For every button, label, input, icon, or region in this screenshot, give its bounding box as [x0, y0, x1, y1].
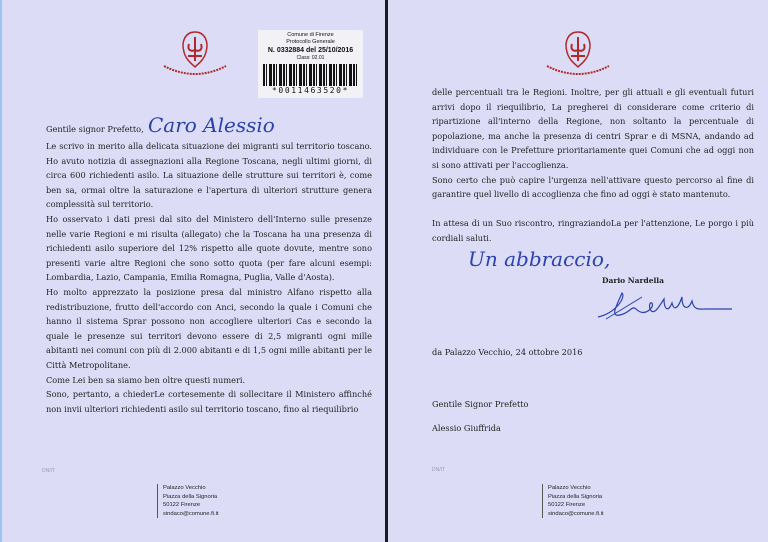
- paragraph: delle percentuali tra le Regioni. Inoltre, per gli attuali e gli eventuali futuri arrivi dopo il riequilibrio, La pregherei di considerare come criterio di ripartizione all'interno della Regione, non soltanto la percentuale di popolazione, ma anche la presenza di centri Sprar e di MSNA, andando ad individuare con le Prefetture prioritariamente quei Comuni che ad oggi non si sono attivati per l'accoglienza.: [432, 87, 754, 170]
- protocol-register: Protocollo Generale: [286, 39, 335, 45]
- florence-lily-emblem-icon: [543, 30, 613, 80]
- footer-line: Palazzo Vecchio: [548, 485, 591, 491]
- paragraph: Ho molto apprezzato la posizione presa dal ministro Alfano rispetto alla redistribuzione, frutto dell'accordo con Anci, secondo la quale i Comuni che hanno il sistema Sprar possono non accogliere ulteriori Cas e secondo la quale le presenze sui territori devono essere di 2,5 migranti ogni mille abitanti nei comuni con più di 2.000 abitanti e di 1,5 ogni mille abitanti per le Città Metropolitane.: [46, 286, 372, 370]
- protocol-stamp: [258, 30, 363, 98]
- letter-body: [432, 85, 754, 246]
- letter-body: [46, 139, 372, 416]
- signatory-name: Dario Nardella: [602, 276, 665, 285]
- footer-line: Piazza della Signoria: [163, 493, 218, 500]
- paragraph: Ho osservato i dati presi dal sito del Ministero dell'Interno sulle presenze nelle varie Regioni e mi risulta (allegato) che la Toscana ha una presenza di richiedenti asilo superiore del 12% rispetto alle quote dovute, mentre sono presenti varie altre Regioni che sono sotto quota (per fare alcuni esempi: Lombardia, Lazio, Campania, Emilia Romagna, Puglia, Valle d'Aosta).: [46, 213, 372, 283]
- footer-email: sindaco@comune.fi.it: [548, 510, 604, 517]
- initials: DN/IT: [432, 467, 446, 473]
- initials: DN/IT: [42, 468, 56, 474]
- handwritten-closing: Un abbraccio,: [468, 247, 611, 271]
- footer-line: 50122 Firenze: [548, 502, 586, 509]
- signature-icon: [596, 287, 736, 327]
- florence-lily-emblem-icon: [160, 30, 230, 80]
- barcode-icon: [263, 64, 359, 86]
- footer-email: sindaco@comune.fi.it: [163, 510, 219, 517]
- barcode-number: *0011463520*: [272, 86, 349, 95]
- recipient-title: Gentile Signor Prefetto: [432, 399, 529, 409]
- handwritten-greeting: Caro Alessio: [148, 113, 275, 137]
- paragraph: Le scrivo in merito alla delicata situazione dei migranti sul territorio toscano. Ho avuto notizia di assegnazioni alla Regione Toscana, negli ultimi giorni, di circa 600 richiedenti asilo. La situazione delle strutture sui territori è, come ben sa, ormai oltre la saturazione e l'apertura di ulteriori strutture genera complessità sul territorio.: [46, 141, 372, 210]
- protocol-office: Comune di Firenze: [287, 32, 334, 38]
- footer-line: Piazza della Signoria: [548, 493, 603, 500]
- letter-page-2: [388, 0, 768, 542]
- footer-line: 50122 Firenze: [163, 502, 201, 509]
- protocol-number: N. 0332884 del 25/10/2016: [267, 47, 354, 54]
- place-date: da Palazzo Vecchio, 24 ottobre 2016: [432, 347, 583, 357]
- salutation: Gentile signor Prefetto,: [46, 124, 144, 134]
- footer-line: Palazzo Vecchio: [163, 485, 206, 491]
- closing: In attesa di un Suo riscontro, ringraziandoLa per l'attenzione, Le porgo i più cordiali saluti.: [432, 218, 754, 243]
- protocol-class: Class: 02.01: [296, 55, 325, 61]
- recipient-name: Alessio Giuffrida: [432, 423, 501, 433]
- paragraph: Sono, pertanto, a chiederLe cortesemente di sollecitare il Ministero affinché non invii ulteriori richiedenti asilo sul territorio toscano, fino al riequilibrio: [46, 389, 372, 414]
- paragraph: Sono certo che può capire l'urgenza nell'attivare questo percorso al fine di garantire quel livello di accoglienza che fino ad oggi è stato mantenuto.: [432, 174, 754, 200]
- letterhead-footer: [157, 484, 219, 518]
- letterhead-footer: [542, 484, 604, 518]
- paragraph: Come Lei ben sa siamo ben oltre questi numeri.: [46, 374, 246, 385]
